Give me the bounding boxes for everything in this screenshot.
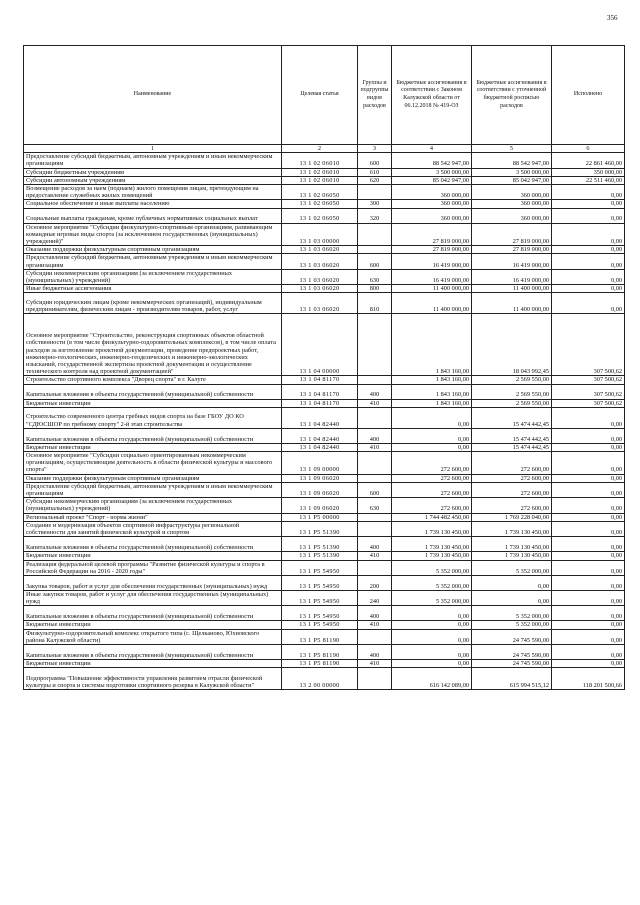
row-law-amount: 16 419 000,00 [392, 254, 472, 269]
row-target-code: 13 1 04 82440 [282, 443, 358, 451]
row-executed-amount: 0,00 [552, 644, 625, 659]
table-row [24, 482, 625, 497]
row-target-code: 13 1 02 06050 [282, 208, 358, 223]
row-expense-group: 400 [358, 384, 392, 399]
row-expense-group: 800 [358, 285, 392, 293]
row-executed-amount: 0,00 [552, 521, 625, 536]
row-name: Капитальные вложения в объекты государственной (муниципальной) собственности [24, 537, 282, 552]
table-row [24, 176, 625, 184]
table-row [24, 659, 625, 667]
row-executed-amount: 0,00 [552, 629, 625, 644]
row-expense-group [358, 246, 392, 254]
row-executed-amount: 22 861 460,00 [552, 153, 625, 168]
row-name: Основное мероприятие "Строительство, реконструкция спортивных объектов областной собственности (в том числе физкультурно-оздоровительных комплексов), в том числе оплата расходов за изготовление проектной документации, проведение предпроектных работ, инженерно-геологических, инженерно-геодезических и инженерно-экологических изысканий, государственной экспертизы проектной документации и осуществление технического контроля над проектной документацией" [24, 314, 282, 376]
row-law-amount: 85 042 947,00 [392, 176, 472, 184]
row-name: Бюджетные инвестиции [24, 443, 282, 451]
row-expense-group: 240 [358, 590, 392, 605]
row-target-code: 13 1 04 82440 [282, 428, 358, 443]
row-budget-amount: 15 474 442,45 [472, 428, 552, 443]
row-law-amount: 0,00 [392, 428, 472, 443]
row-name: Создание и модернизация объектов спортивной инфраструктуры региональной собственности для занятий физической культурой и спортом [24, 521, 282, 536]
row-expense-group [358, 407, 392, 428]
table-row [24, 407, 625, 428]
row-expense-group [358, 560, 392, 575]
row-expense-group: 600 [358, 254, 392, 269]
row-executed-amount: 0,00 [552, 590, 625, 605]
column-number: 6 [552, 145, 625, 153]
row-target-code: 13 1 P5 51390 [282, 537, 358, 552]
row-expense-group: 600 [358, 153, 392, 168]
row-target-code: 13 1 03 06020 [282, 285, 358, 293]
row-budget-amount: 2 569 550,00 [472, 376, 552, 384]
row-expense-group [358, 185, 392, 200]
row-expense-group [358, 629, 392, 644]
table-row [24, 552, 625, 560]
row-budget-amount: 15 474 442,45 [472, 407, 552, 428]
row-expense-group: 400 [358, 537, 392, 552]
row-executed-amount: 0,00 [552, 482, 625, 497]
row-target-code: 13 1 03 06020 [282, 254, 358, 269]
row-budget-amount: 85 042 947,00 [472, 176, 552, 184]
row-expense-group: 410 [358, 443, 392, 451]
row-target-code: 13 1 P5 54950 [282, 621, 358, 629]
table-row [24, 498, 625, 513]
row-target-code: 13 1 P5 54950 [282, 590, 358, 605]
row-law-amount: 1 843 160,00 [392, 399, 472, 407]
row-law-amount: 272 600,00 [392, 498, 472, 513]
row-name: Физкультурно-оздоровительный комплекс открытого типа (с. Щелканово, Юхновского района Калужской области) [24, 629, 282, 644]
row-name: Капитальные вложения в объекты государственной (муниципальной) собственности [24, 428, 282, 443]
row-law-amount: 360 000,00 [392, 185, 472, 200]
row-budget-amount: 360 000,00 [472, 185, 552, 200]
row-expense-group: 400 [358, 428, 392, 443]
row-budget-amount: 272 600,00 [472, 482, 552, 497]
column-header-code: Целевая статья [282, 46, 358, 145]
table-row [24, 537, 625, 552]
row-law-amount: 0,00 [392, 629, 472, 644]
table-row [24, 376, 625, 384]
row-expense-group: 400 [358, 644, 392, 659]
table-body [24, 153, 625, 690]
table-row [24, 644, 625, 659]
row-executed-amount: 0,00 [552, 659, 625, 667]
row-target-code: 13 1 P5 51390 [282, 521, 358, 536]
row-name: Региональный проект "Спорт - норма жизни" [24, 513, 282, 521]
row-name: Основное мероприятие "Субсидии социально ориентированным некоммерческим организациям, осуществляющим деятельность в области физической культуры и массового спорта" [24, 452, 282, 475]
row-target-code: 13 1 09 06020 [282, 482, 358, 497]
row-expense-group [358, 223, 392, 246]
column-header-budget-amount: Бюджетные ассигнования в соответствии с уточненной бюджетной росписью расходов [472, 46, 552, 145]
row-name: Закупка товаров, работ и услуг для обеспечения государственных (муниципальных) нужд [24, 575, 282, 590]
row-target-code: 13 1 02 06010 [282, 176, 358, 184]
column-number: 4 [392, 145, 472, 153]
row-target-code: 13 1 P5 00000 [282, 513, 358, 521]
row-law-amount: 0,00 [392, 407, 472, 428]
row-budget-amount: 18 043 992,45 [472, 314, 552, 376]
row-expense-group: 320 [358, 208, 392, 223]
row-executed-amount: 0,00 [552, 208, 625, 223]
row-name: Возмещение расходов за наем (поднаем) жилого помещения лицам, претендующим на предоставление служебных жилых помещений [24, 185, 282, 200]
row-name: Социальное обеспечение и иные выплаты населению [24, 200, 282, 208]
row-law-amount: 3 500 000,00 [392, 168, 472, 176]
row-executed-amount: 0,00 [552, 552, 625, 560]
row-target-code: 13 2 00 00000 [282, 668, 358, 690]
page-number: 356 [607, 14, 618, 22]
table-row [24, 590, 625, 605]
row-target-code: 13 1 P5 81190 [282, 629, 358, 644]
table-row [24, 513, 625, 521]
table-row [24, 384, 625, 399]
table-row [24, 668, 625, 690]
row-law-amount: 16 419 000,00 [392, 269, 472, 284]
row-law-amount: 0,00 [392, 659, 472, 667]
row-target-code: 13 1 09 06020 [282, 474, 358, 482]
row-law-amount: 1 739 130 450,00 [392, 521, 472, 536]
row-budget-amount: 24 745 590,00 [472, 644, 552, 659]
row-budget-amount: 615 994 515,12 [472, 668, 552, 690]
row-name: Оказание поддержки физкультурным спортивным организациям [24, 246, 282, 254]
table-row [24, 443, 625, 451]
table-row [24, 254, 625, 269]
row-name: Предоставление субсидий бюджетным, автономным учреждениям и иным некоммерческим организациям [24, 254, 282, 269]
row-name: Предоставление субсидий бюджетным, автономным учреждениям и иным некоммерческим организациям [24, 482, 282, 497]
row-target-code: 13 1 04 00000 [282, 314, 358, 376]
table-row [24, 428, 625, 443]
row-expense-group: 630 [358, 498, 392, 513]
table-row [24, 246, 625, 254]
row-name: Оказание поддержки физкультурным спортивным организациям [24, 474, 282, 482]
column-number: 2 [282, 145, 358, 153]
row-expense-group: 810 [358, 293, 392, 314]
row-law-amount: 5 352 000,00 [392, 590, 472, 605]
row-expense-group: 410 [358, 399, 392, 407]
table-row [24, 621, 625, 629]
table-row [24, 452, 625, 475]
table-row [24, 185, 625, 200]
row-executed-amount: 307 500,62 [552, 314, 625, 376]
table-row [24, 168, 625, 176]
row-law-amount: 1 739 130 450,00 [392, 537, 472, 552]
row-budget-amount: 2 569 550,00 [472, 399, 552, 407]
row-budget-amount: 1 739 130 450,00 [472, 552, 552, 560]
budget-table [23, 45, 625, 690]
row-executed-amount: 0,00 [552, 537, 625, 552]
row-law-amount: 0,00 [392, 443, 472, 451]
row-law-amount: 1 843 160,00 [392, 314, 472, 376]
row-law-amount: 88 542 947,00 [392, 153, 472, 168]
row-budget-amount: 360 000,00 [472, 200, 552, 208]
row-expense-group: 600 [358, 482, 392, 497]
row-name: Субсидии автономным учреждениям [24, 176, 282, 184]
row-budget-amount: 15 474 442,45 [472, 443, 552, 451]
row-name: Строительство современного центра гребных видов спорта на базе ГБОУ ДО КО "СДЮСШОР по гребному спорту" 2-й этап строительства [24, 407, 282, 428]
row-target-code: 13 1 09 06020 [282, 498, 358, 513]
row-executed-amount: 0,00 [552, 269, 625, 284]
row-law-amount: 0,00 [392, 621, 472, 629]
row-name: Строительство спортивного комплекса "Дворец спорта" в г. Калуге [24, 376, 282, 384]
row-expense-group: 620 [358, 176, 392, 184]
row-name: Основное мероприятие "Субсидии физкультурно-спортивным организациям, развивающим командные игровые виды спорта (за исключением государственных (муниципальных) учреждений)" [24, 223, 282, 246]
row-executed-amount: 0,00 [552, 452, 625, 475]
row-executed-amount: 0,00 [552, 293, 625, 314]
row-name: Иные закупки товаров, работ и услуг для обеспечения государственных (муниципальных) нужд [24, 590, 282, 605]
row-expense-group: 200 [358, 575, 392, 590]
row-executed-amount: 0,00 [552, 606, 625, 621]
row-budget-amount: 27 819 000,00 [472, 246, 552, 254]
row-target-code: 13 1 P5 81190 [282, 644, 358, 659]
row-budget-amount: 16 419 000,00 [472, 254, 552, 269]
row-budget-amount: 5 352 000,00 [472, 606, 552, 621]
row-executed-amount: 0,00 [552, 474, 625, 482]
row-law-amount: 1 744 482 450,00 [392, 513, 472, 521]
row-budget-amount: 16 419 000,00 [472, 269, 552, 284]
column-number-row [24, 145, 625, 153]
table-row [24, 293, 625, 314]
table-row [24, 223, 625, 246]
row-expense-group [358, 474, 392, 482]
column-header-group: Группы и подгруппы видов расходов [358, 46, 392, 145]
row-budget-amount: 1 739 130 450,00 [472, 521, 552, 536]
row-name: Социальные выплаты гражданам, кроме публичных нормативных социальных выплат [24, 208, 282, 223]
row-name: Субсидии некоммерческим организациям (за исключением государственных (муниципальных) учреждений) [24, 498, 282, 513]
row-law-amount: 11 400 000,00 [392, 293, 472, 314]
row-name: Бюджетные инвестиции [24, 399, 282, 407]
row-executed-amount: 0,00 [552, 285, 625, 293]
table-row [24, 521, 625, 536]
row-law-amount: 5 352 000,00 [392, 560, 472, 575]
row-budget-amount: 272 600,00 [472, 452, 552, 475]
row-expense-group: 410 [358, 552, 392, 560]
row-executed-amount: 0,00 [552, 223, 625, 246]
row-expense-group: 400 [358, 606, 392, 621]
row-expense-group [358, 452, 392, 475]
row-expense-group [358, 376, 392, 384]
table-row [24, 269, 625, 284]
row-law-amount: 0,00 [392, 644, 472, 659]
row-law-amount: 0,00 [392, 606, 472, 621]
row-name: Капитальные вложения в объекты государственной (муниципальной) собственности [24, 606, 282, 621]
row-expense-group [358, 668, 392, 690]
row-target-code: 13 1 04 81170 [282, 399, 358, 407]
row-name: Субсидии бюджетным учреждениям [24, 168, 282, 176]
row-budget-amount: 88 542 947,00 [472, 153, 552, 168]
row-budget-amount: 1 769 228 040,00 [472, 513, 552, 521]
row-target-code: 13 1 P5 54950 [282, 560, 358, 575]
row-target-code: 13 1 03 06020 [282, 246, 358, 254]
row-name: Бюджетные инвестиции [24, 552, 282, 560]
row-executed-amount: 0,00 [552, 575, 625, 590]
row-law-amount: 27 819 000,00 [392, 223, 472, 246]
row-expense-group [358, 314, 392, 376]
row-executed-amount: 0,00 [552, 560, 625, 575]
row-expense-group [358, 513, 392, 521]
row-target-code: 13 1 P5 51390 [282, 552, 358, 560]
table-row [24, 153, 625, 168]
row-name: Иные бюджетные ассигнования [24, 285, 282, 293]
row-law-amount: 272 600,00 [392, 452, 472, 475]
row-target-code: 13 1 P5 81190 [282, 659, 358, 667]
row-executed-amount: 0,00 [552, 513, 625, 521]
row-law-amount: 360 000,00 [392, 200, 472, 208]
row-law-amount: 1 739 130 450,00 [392, 552, 472, 560]
row-law-amount: 1 843 160,00 [392, 376, 472, 384]
row-expense-group: 630 [358, 269, 392, 284]
row-name: Бюджетные инвестиции [24, 621, 282, 629]
table-row [24, 629, 625, 644]
row-budget-amount: 0,00 [472, 590, 552, 605]
row-budget-amount: 272 600,00 [472, 498, 552, 513]
column-number: 5 [472, 145, 552, 153]
row-target-code: 13 1 02 06050 [282, 185, 358, 200]
row-expense-group: 410 [358, 659, 392, 667]
row-budget-amount: 5 352 000,00 [472, 560, 552, 575]
row-target-code: 13 1 04 81170 [282, 376, 358, 384]
table-row [24, 200, 625, 208]
row-law-amount: 272 600,00 [392, 482, 472, 497]
row-budget-amount: 272 600,00 [472, 474, 552, 482]
column-header-law-amount: Бюджетные ассигнования в соответствии с Законом Калужской области от 06.12.2018 № 419-ОЗ [392, 46, 472, 145]
row-law-amount: 272 600,00 [392, 474, 472, 482]
row-name: Субсидии некоммерческим организациям (за исключением государственных (муниципальных) учреждений) [24, 269, 282, 284]
table-row [24, 560, 625, 575]
row-executed-amount: 0,00 [552, 621, 625, 629]
row-name: Предоставление субсидий бюджетным, автономным учреждениям и иным некоммерческим организациям [24, 153, 282, 168]
table-row [24, 208, 625, 223]
row-expense-group: 300 [358, 200, 392, 208]
table-row [24, 606, 625, 621]
row-budget-amount: 24 745 590,00 [472, 659, 552, 667]
row-executed-amount: 0,00 [552, 254, 625, 269]
row-budget-amount: 2 569 550,00 [472, 384, 552, 399]
row-target-code: 13 1 02 06050 [282, 200, 358, 208]
row-name: Подпрограмма "Повышение эффективности управления развитием отрасли физической культуры и спорта и системы подготовки спортивного резерва в Калужской области" [24, 668, 282, 690]
row-executed-amount: 307 500,62 [552, 384, 625, 399]
row-target-code: 13 1 02 06010 [282, 168, 358, 176]
row-budget-amount: 11 400 000,00 [472, 285, 552, 293]
table-row [24, 399, 625, 407]
row-executed-amount: 350 000,00 [552, 168, 625, 176]
table-row [24, 314, 625, 376]
row-target-code: 13 1 09 00000 [282, 452, 358, 475]
row-executed-amount: 22 511 460,00 [552, 176, 625, 184]
row-target-code: 13 1 04 81170 [282, 384, 358, 399]
row-law-amount: 360 000,00 [392, 208, 472, 223]
column-number: 1 [24, 145, 282, 153]
row-name: Капитальные вложения в объекты государственной (муниципальной) собственности [24, 384, 282, 399]
row-law-amount: 616 142 089,00 [392, 668, 472, 690]
row-budget-amount: 27 819 000,00 [472, 223, 552, 246]
row-budget-amount: 3 500 000,00 [472, 168, 552, 176]
row-budget-amount: 24 745 590,00 [472, 629, 552, 644]
row-target-code: 13 1 P5 54950 [282, 575, 358, 590]
row-law-amount: 1 843 160,00 [392, 384, 472, 399]
row-target-code: 13 1 03 00000 [282, 223, 358, 246]
row-budget-amount: 360 000,00 [472, 208, 552, 223]
row-expense-group: 410 [358, 621, 392, 629]
row-executed-amount: 118 201 500,66 [552, 668, 625, 690]
row-budget-amount: 1 739 130 450,00 [472, 537, 552, 552]
row-executed-amount: 0,00 [552, 246, 625, 254]
row-target-code: 13 1 03 06020 [282, 269, 358, 284]
row-target-code: 13 1 02 06010 [282, 153, 358, 168]
row-expense-group [358, 521, 392, 536]
column-header-name: Наименование [24, 46, 282, 145]
row-executed-amount: 0,00 [552, 428, 625, 443]
table-header-row [24, 46, 625, 145]
column-header-executed: Исполнено [552, 46, 625, 145]
table-row [24, 575, 625, 590]
row-executed-amount: 307 500,62 [552, 399, 625, 407]
row-expense-group: 610 [358, 168, 392, 176]
table-row [24, 474, 625, 482]
row-name: Бюджетные инвестиции [24, 659, 282, 667]
row-executed-amount: 307 500,62 [552, 376, 625, 384]
row-name: Субсидии юридическим лицам (кроме некоммерческих организаций), индивидуальным предпринимателям, физическим лицам - производителям товаров, работ, услуг [24, 293, 282, 314]
row-target-code: 13 1 P5 54950 [282, 606, 358, 621]
row-law-amount: 5 352 000,00 [392, 575, 472, 590]
row-executed-amount: 0,00 [552, 407, 625, 428]
row-name: Реализация федеральной целевой программы "Развитие физической культуры и спорта в Российской Федерации на 2016 - 2020 годы" [24, 560, 282, 575]
row-budget-amount: 5 352 000,00 [472, 621, 552, 629]
row-budget-amount: 0,00 [472, 575, 552, 590]
row-executed-amount: 0,00 [552, 185, 625, 200]
table-row [24, 285, 625, 293]
row-name: Капитальные вложения в объекты государственной (муниципальной) собственности [24, 644, 282, 659]
row-target-code: 13 1 04 82440 [282, 407, 358, 428]
row-executed-amount: 0,00 [552, 200, 625, 208]
row-law-amount: 27 819 000,00 [392, 246, 472, 254]
row-executed-amount: 0,00 [552, 443, 625, 451]
row-executed-amount: 0,00 [552, 498, 625, 513]
column-number: 3 [358, 145, 392, 153]
row-budget-amount: 11 400 000,00 [472, 293, 552, 314]
row-target-code: 13 1 03 06020 [282, 293, 358, 314]
row-law-amount: 11 400 000,00 [392, 285, 472, 293]
